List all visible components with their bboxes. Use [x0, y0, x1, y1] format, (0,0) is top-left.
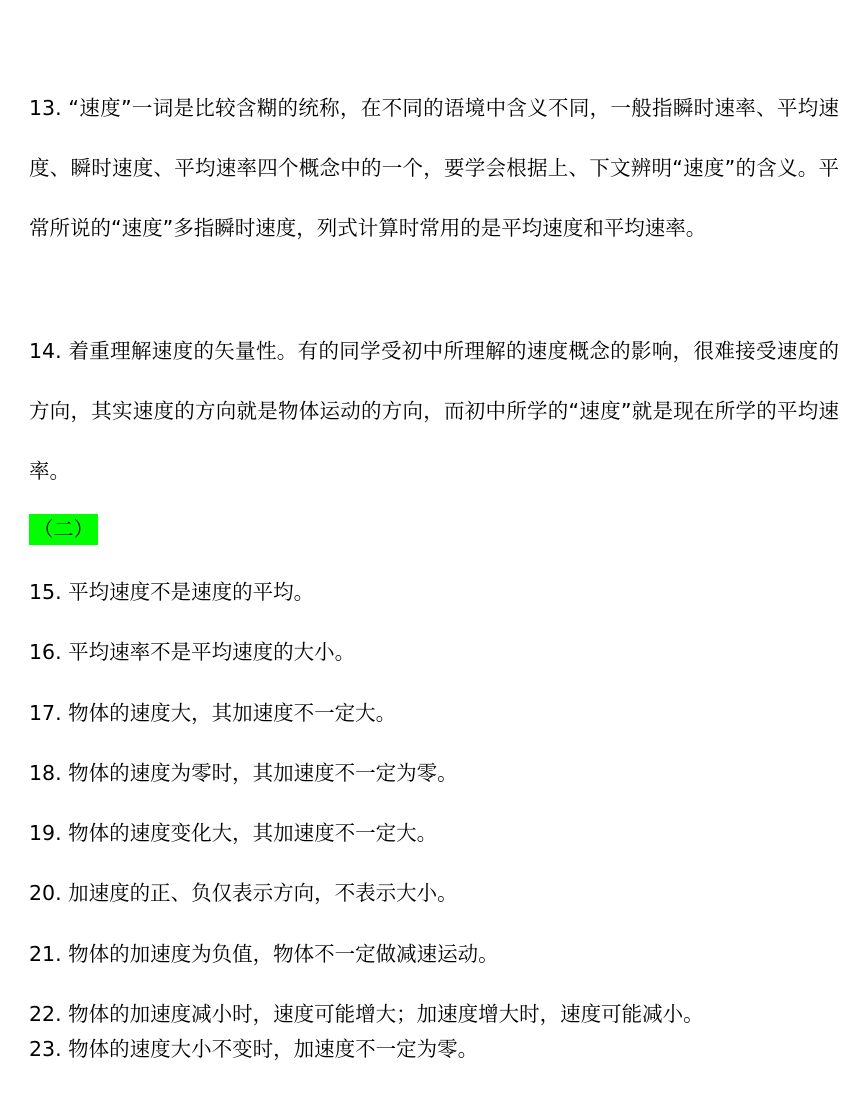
- paragraph-13: 13. “速度”一词是比较含糊的统称，在不同的语境中含义不同，一般指瞬时速率、平均速度、瞬时速度、平均速率四个概念中的一个，要学会根据上、下文辨明“速度”的含义。平常所说的“速度”多指瞬时速度，列式计算时常用的是平均速度和平均速率。: [29, 96, 839, 240]
- list-item-22: 22. 物体的加速度减小时，速度可能增大；加速度增大时，速度可能减小。: [29, 1002, 704, 1026]
- list-item-15: 15. 平均速度不是速度的平均。: [29, 580, 315, 604]
- list-item-20: 20. 加速度的正、负仅表示方向，不表示大小。: [29, 881, 458, 905]
- list-item-17: 17. 物体的速度大，其加速度不一定大。: [29, 701, 397, 725]
- list-item-21: 21. 物体的加速度为负值，物体不一定做减速运动。: [29, 942, 499, 966]
- list-item-16: 16. 平均速率不是平均速度的大小。: [29, 640, 356, 664]
- list-item-23: 23. 物体的速度大小不变时，加速度不一定为零。: [29, 1037, 479, 1061]
- list-item-19: 19. 物体的速度变化大，其加速度不一定大。: [29, 821, 438, 845]
- paragraph-14: 14. 着重理解速度的矢量性。有的同学受初中所理解的速度概念的影响，很难接受速度的方向，其实速度的方向就是物体运动的方向，而初中所学的“速度”就是现在所学的平均速率。: [29, 339, 839, 483]
- list-item-18: 18. 物体的速度为零时，其加速度不一定为零。: [29, 761, 458, 785]
- section-label-highlighted: （二）: [29, 514, 98, 545]
